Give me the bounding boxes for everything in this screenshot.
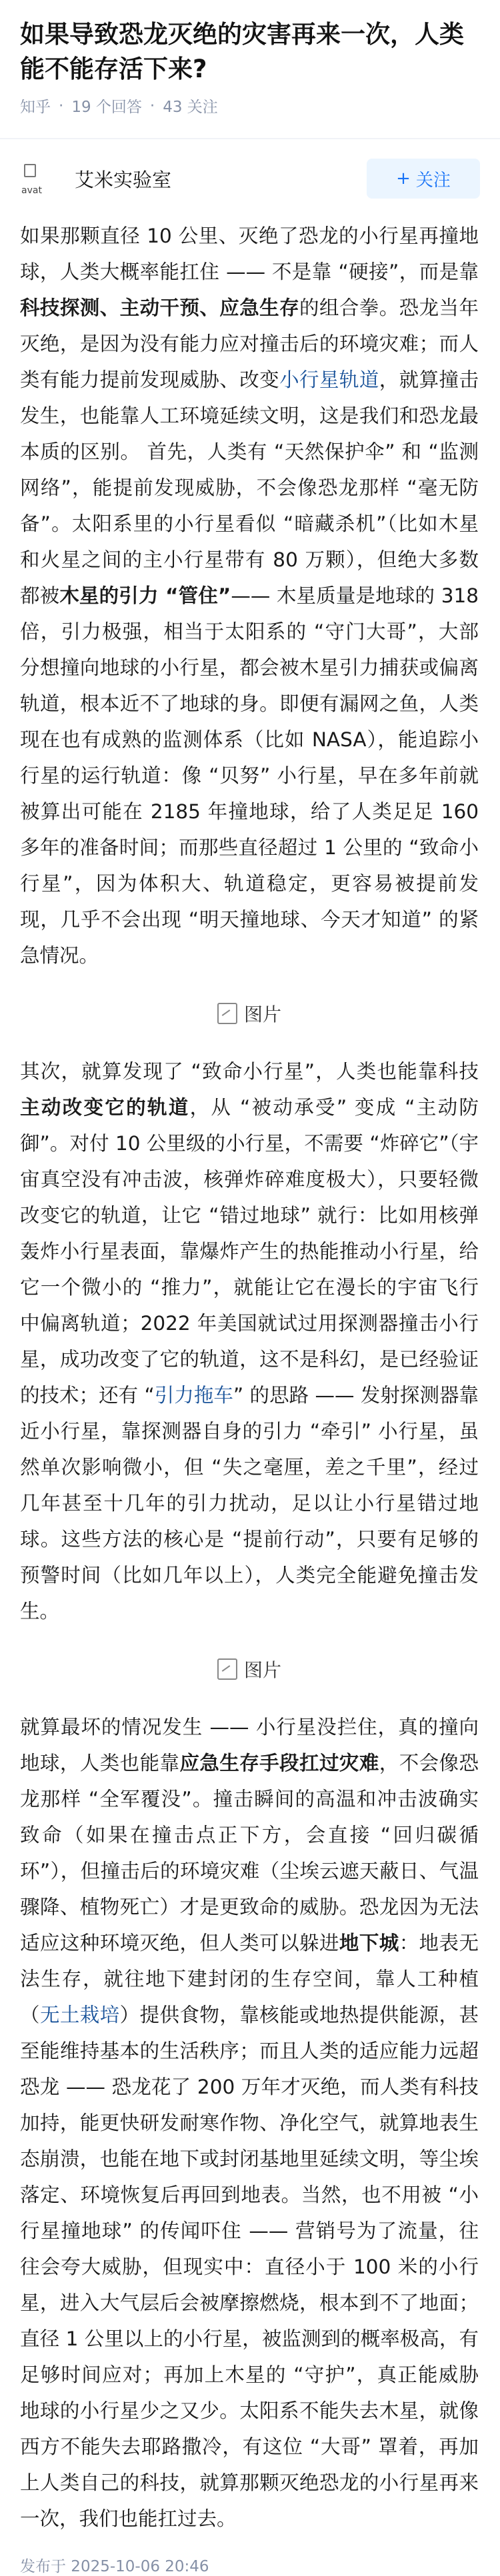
paragraph-text: ，不会像恐龙那样 “全军覆没”。撞击瞬间的高温和冲击波确实致命（如果在撞击点正下方，会直接 “回归碳循环”），但撞击后的环境灾难（尘埃云遮天蔽日、气温骤降、植物死亡）才是更致命的威胁。恐龙因为无法适应这种环境灭绝，但人类可以躲进 (20, 1752, 479, 1954)
source-label[interactable]: 知乎 (20, 99, 51, 116)
answer-body (0, 199, 500, 2537)
paragraph-text: ，就算撞击发生，也能靠人工环境延续文明，这是我们和恐龙最本质的区别。 首先，人类有 “天然保护伞” 和 “监测网络”，能提前发现威胁，不会像恐龙那样 “毫无防备”。太阳系里的小行星看似 “暗藏杀机”（比如木星和火星之间的主小行星带有 80 万颗），但绝大多数都被 (20, 368, 479, 607)
image-alt-text: 图片 (243, 1659, 281, 1681)
answer-paragraph-3 (20, 1709, 479, 2537)
paragraph-text: ，从 “被动承受” 变成 “主动防御”。对付 10 公里级的小行星，不需要 “炸碎它”（宇宙真空没有冲击波，核弹炸碎难度极大），只要轻微改变它的轨道，让它 “错过地球” 就行：比如用核弹轰炸小行星表面，靠爆炸产生的热能推动小行星，给它一个微小的 “推力”，就能让它在漫长的宇宙飞行中偏离轨道；2022 年美国就试过用探测器撞击小行星，成功改变了它的轨道，这不是科幻，是已经验证的技术；还有 “ (20, 1096, 479, 1407)
broken-image-icon (217, 1658, 237, 1680)
question-header (0, 0, 500, 117)
paragraph-text: ）提供食物，靠核能或地热提供能源，甚至能维持基本的生活秩序；而且人类的适应能力远超恐龙 —— 恐龙花了 200 万年才灭绝，而人类有科技加持，能更快研发耐寒作物、净化空气，就算地表生态崩溃，也能在地下或封闭基地里延续文明，等尘埃落定、环境恢复后再回到地表。当然，也不用被 “小行星撞地球” 的传闻吓住 —— 营销号为了流量，往往会夸大威胁，但现实中：直径小于 100 米的小行星，进入大气层后会被摩擦燃烧，根本到不了地面；直径 1 公里以上的小行星，被监测到的概率极高，有足够时间应对；再加上木星的 “守护”，真正能威胁地球的小行星少之又少。太阳系不能失去木星，就像西方不能失去耶路撒冷，有这位 “大哥” 罩着，再加上人类自己的科技，就算那颗灭绝恐龙的小行星再来一次，我们也能扛过去。 (20, 2004, 479, 2530)
follow-button[interactable] (367, 159, 480, 199)
author-row (0, 139, 500, 199)
plus-icon: + (396, 169, 411, 189)
follow-label: 关注 (415, 170, 451, 191)
answer-paragraph-1 (20, 218, 479, 973)
keyword-link[interactable]: 无土栽培 (39, 2004, 120, 2026)
bold-text: 应急生存手段扛过灾难 (179, 1752, 379, 1774)
paragraph-text: ：地表无法生存，就往地下建封闭的生存空间，靠人工种植（ (20, 1932, 479, 2026)
publish-time: 发布于 2025-10-06 20:46 (20, 2558, 209, 2575)
paragraph-text: 就算最坏的情况发生 —— 小行星没拦住，真的撞向地球，人类也能靠 (20, 1716, 479, 1774)
question-meta (20, 95, 480, 117)
paragraph-text: 的组合拳。恐龙当年灭绝，是因为没有能力应对撞击后的环境灾难；而人类有能力提前发现威胁、改变 (20, 297, 479, 391)
image-placeholder[interactable] (20, 1629, 479, 1709)
broken-image-icon (217, 1003, 237, 1024)
question-title[interactable]: 如果导致恐龙灭绝的灾害再来一次，人类能不能存活下来? (20, 20, 464, 83)
bold-text: 主动改变它的轨道 (20, 1096, 190, 1119)
bold-text: 木星的引力 “管住” (59, 584, 231, 607)
image-alt-text: 图片 (243, 1003, 281, 1025)
avatar[interactable] (20, 159, 60, 199)
author-name[interactable]: 艾米实验室 (75, 168, 172, 191)
follower-count: 43 关注 (163, 99, 218, 116)
bold-text: 科技探测、主动干预、应急生存 (20, 297, 300, 319)
paragraph-text: —— 木星质量是地球的 318 倍，引力极强，相当于太阳系的 “守门大哥”，大部分想撞向地球的小行星，都会被木星引力捕获或偏离轨道，根本近不了地球的身。即便有漏网之鱼，人类现在也有成熟的监测体系（比如 NASA），能追踪小行星的运行轨道：像 “贝努” 小行星，早在多年前就被算出可能在 2185 年撞地球，给了人类足足 160 多年的准备时间；而那些直径超过 1 公里的 “致命小行星”，因为体积大、轨道稳定，更容易被提前发现，几乎不会出现 “明天撞地球、今天才知道” 的紧急情况。 (20, 584, 479, 967)
avatar-alt-text: avat (21, 185, 42, 196)
keyword-link[interactable]: 小行星轨道 (279, 368, 379, 391)
paragraph-text: 如果那颗直径 10 公里、灭绝了恐龙的小行星再撞地球，人类大概率能扛住 —— 不是靠 “硬接”，而是靠 (20, 225, 479, 283)
answer-count[interactable]: 19 个回答 (71, 99, 142, 116)
keyword-link[interactable]: 引力拖车 (154, 1384, 233, 1407)
paragraph-text: 其次，就算发现了 “致命小行星”，人类也能靠科技 (20, 1060, 479, 1083)
answer-paragraph-2 (20, 1053, 479, 1629)
image-placeholder[interactable] (20, 973, 479, 1053)
meta-separator: · (59, 97, 64, 115)
meta-separator: · (149, 97, 155, 115)
paragraph-text: ” 的思路 —— 发射探测器靠近小行星，靠探测器自身的引力 “牵引” 小行星，虽然单次影响微小，但 “失之毫厘，差之千里”，经过几年甚至十几年的引力扰动，足以让小行星错过地球。这些方法的核心是 “提前行动”，只要有足够的预警时间（比如几年以上），人类完全能避免撞击发生。 (20, 1384, 479, 1622)
bold-text: 地下城 (339, 1932, 399, 1954)
broken-image-icon (24, 164, 36, 177)
